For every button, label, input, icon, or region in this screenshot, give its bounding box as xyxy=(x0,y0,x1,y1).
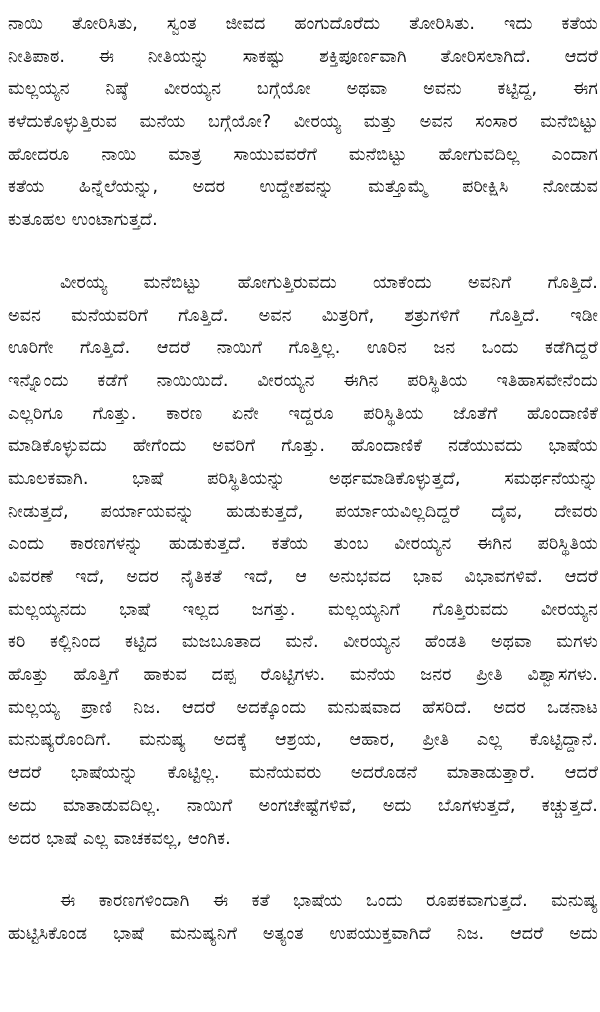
text-line: ಹುಟ್ಟಿಸಿಕೊಂಡ ಭಾಷೆ ಮನುಷ್ಯನಿಗೆ ಅತ್ಯಂತ ಉಪಯುಕ್ತವಾಗಿದೆ ನಿಜ. ಆದರೆ ಅದು xyxy=(8,923,598,944)
text-line: ಮಲ್ಲಯ್ಯ ಪ್ರಾಣಿ ನಿಜ. ಆದರೆ ಅದಕ್ಕೊಂದು ಮನುಷವಾದ ಹೆಸರಿದೆ. ಅದರ ಒಡನಾಟ xyxy=(8,697,598,718)
paragraph-3 xyxy=(8,885,598,950)
text-line: ಅದರ ಭಾಷೆ ಎಲ್ಲ ವಾಚಕವಲ್ಲ, ಆಂಗಿಕ. xyxy=(8,828,231,849)
paragraph-2 xyxy=(8,267,598,855)
paragraph-gap xyxy=(8,237,598,267)
text-line: ಆದರೆ ಭಾಷೆಯನ್ನು ಕೊಟ್ಟಿಲ್ಲ. ಮನೆಯವರು ಅದರೊಡನೆ ಮಾತಾಡುತ್ತಾರೆ. ಆದರೆ xyxy=(8,763,598,784)
text-line: ಅದು ಮಾತಾಡುವದಿಲ್ಲ. ನಾಯಿಗೆ ಅಂಗಚೇಷ್ಟೆಗಳಿವೆ, ಅದು ಬೊಗಳುತ್ತದೆ, ಕಚ್ಚುತ್ತದೆ. xyxy=(8,795,598,816)
text-line: ಕಳೆದುಕೊಳ್ಳುತ್ತಿರುವ ಮನೆಯ ಬಗ್ಗೆಯೋ? ವೀರಯ್ಯ ಮತ್ತು ಅವನ ಸಂಸಾರ ಮನೆಬಿಟ್ಟು xyxy=(8,112,598,133)
text-line: ಎಲ್ಲರಿಗೂ ಗೊತ್ತು. ಕಾರಣ ಏನೇ ಇದ್ದರೂ ಪರಿಸ್ಥಿತಿಯ ಜೊತೆಗೆ ಹೊಂದಾಣಿಕೆ xyxy=(8,403,598,424)
text-line: ಮಲ್ಲಯ್ಯನ ನಿಷ್ಠೆ ವೀರಯ್ಯನ ಬಗ್ಗೆಯೋ ಅಥವಾ ಅವನು ಕಟ್ಟಿದ್ದ, ಈಗ xyxy=(8,79,598,100)
text-line: ಈ ಕಾರಣಗಳಿಂದಾಗಿ ಈ ಕತೆ ಭಾಷೆಯ ಒಂದು ರೂಪಕವಾಗುತ್ತದೆ. ಮನುಷ್ಯ xyxy=(60,891,598,912)
text-line: ಮೂಲಕವಾಗಿ. ಭಾಷೆ ಪರಿಸ್ಥಿತಿಯನ್ನು ಅರ್ಥಮಾಡಿಕೊಳ್ಳುತ್ತದೆ, ಸಮರ್ಥನೆಯನ್ನು xyxy=(8,468,598,489)
text-line: ಮಲ್ಲಯ್ಯನದು ಭಾಷೆ ಇಲ್ಲದ ಜಗತ್ತು. ಮಲ್ಲಯ್ಯನಿಗೆ ಗೊತ್ತಿರುವದು ವೀರಯ್ಯನ xyxy=(8,599,598,620)
text-line: ಹೋದರೂ ನಾಯಿ ಮಾತ್ರ ಸಾಯುವವರೆಗೆ ಮನೆಬಿಟ್ಟು ಹೋಗುವದಿಲ್ಲ ಎಂದಾಗ xyxy=(8,144,598,165)
text-line: ಮನುಷ್ಯರೊಂದಿಗೆ. ಮನುಷ್ಯ ಅದಕ್ಕೆ ಆಶ್ರಯ, ಆಹಾರ, ಪ್ರೀತಿ ಎಲ್ಲ ಕೊಟ್ಟಿದ್ದಾನೆ. xyxy=(8,730,598,751)
text-line: ವಿವರಣೆ ಇದೆ, ಅದರ ನೈತಿಕತೆ ಇದೆ, ಆ ಅನುಭವದ ಭಾವ ವಿಭಾವಗಳಿವೆ. ಆದರೆ xyxy=(8,567,598,587)
paragraph-1 xyxy=(8,8,598,237)
text-line: ಇನ್ನೊಂದು ಕಡೆಗೆ ನಾಯಿಯಿದೆ. ವೀರಯ್ಯನ ಈಗಿನ ಪರಿಸ್ಥಿತಿಯ ಇತಿಹಾಸವೇನೆಂದು xyxy=(8,370,598,391)
text-line: ನೀತಿಪಾಠ. ಈ ನೀತಿಯನ್ನು ಸಾಕಷ್ಟು ಶಕ್ತಿಪೂರ್ಣವಾಗಿ ತೋರಿಸಲಾಗಿದೆ. ಆದರೆ xyxy=(8,46,598,67)
text-line: ನಾಯಿ ತೋರಿಸಿತು, ಸ್ವಂತ ಜೀವದ ಹಂಗುದೊರೆದು ತೋರಿಸಿತು. ಇದು ಕತೆಯ xyxy=(8,14,598,34)
text-line: ಕುತೂಹಲ ಉಂಟಾಗುತ್ತದೆ. xyxy=(8,210,158,231)
text-line: ಊರಿಗೇ ಗೊತ್ತಿದೆ. ಆದರೆ ನಾಯಿಗೆ ಗೊತ್ತಿಲ್ಲ. ಊರಿನ ಜನ ಒಂದು ಕಡೆಗಿದ್ದರೆ xyxy=(8,338,598,359)
text-line: ಹೊತ್ತು ಹೊತ್ತಿಗೆ ಹಾಕುವ ದಪ್ಪ ರೊಟ್ಟಿಗಳು. ಮನೆಯ ಜನರ ಪ್ರೀತಿ ವಿಶ್ವಾಸಗಳು. xyxy=(8,665,598,686)
text-line: ಎಂದು ಕಾರಣಗಳನ್ನು ಹುಡುಕುತ್ತದೆ. ಕತೆಯ ತುಂಬ ವೀರಯ್ಯನ ಈಗಿನ ಪರಿಸ್ಥಿತಿಯ xyxy=(8,534,598,555)
text-line: ನೀಡುತ್ತದೆ, ಪರ್ಯಾಯವನ್ನು ಹುಡುಕುತ್ತದೆ, ಪರ್ಯಾಯವಿಲ್ಲದಿದ್ದರೆ ದೈವ, ದೇವರು xyxy=(8,501,598,522)
text-line: ಮಾಡಿಕೊಳ್ಳುವದು ಹೇಗೆಂದು ಅವರಿಗೆ ಗೊತ್ತು. ಹೊಂದಾಣಿಕೆ ನಡೆಯುವದು ಭಾಷೆಯ xyxy=(8,436,598,457)
text-line: ಅವನ ಮನೆಯವರಿಗೆ ಗೊತ್ತಿದೆ. ಅವನ ಮಿತ್ರರಿಗೆ, ಶತ್ರುಗಳಿಗೆ ಗೊತ್ತಿದೆ. ಇಡೀ xyxy=(8,305,598,326)
text-line: ವೀರಯ್ಯ ಮನೆಬಿಟ್ಟು ಹೋಗುತ್ತಿರುವದು ಯಾಕೆಂದು ಅವನಿಗೆ ಗೊತ್ತಿದೆ. xyxy=(60,272,598,293)
text-line: ಕತೆಯ ಹಿನ್ನೆಲೆಯನ್ನು, ಅದರ ಉದ್ದೇಶವನ್ನು ಮತ್ತೊಮ್ಮೆ ಪರೀಕ್ಷಿಸಿ ನೋಡುವ xyxy=(8,177,598,198)
text-line: ಕರಿ ಕಲ್ಲಿನಿಂದ ಕಟ್ಟಿದ ಮಜಬೂತಾದ ಮನೆ. ವೀರಯ್ಯನ ಹೆಂಡತಿ ಅಥವಾ ಮಗಳು xyxy=(8,632,598,653)
paragraph-gap xyxy=(8,855,598,885)
